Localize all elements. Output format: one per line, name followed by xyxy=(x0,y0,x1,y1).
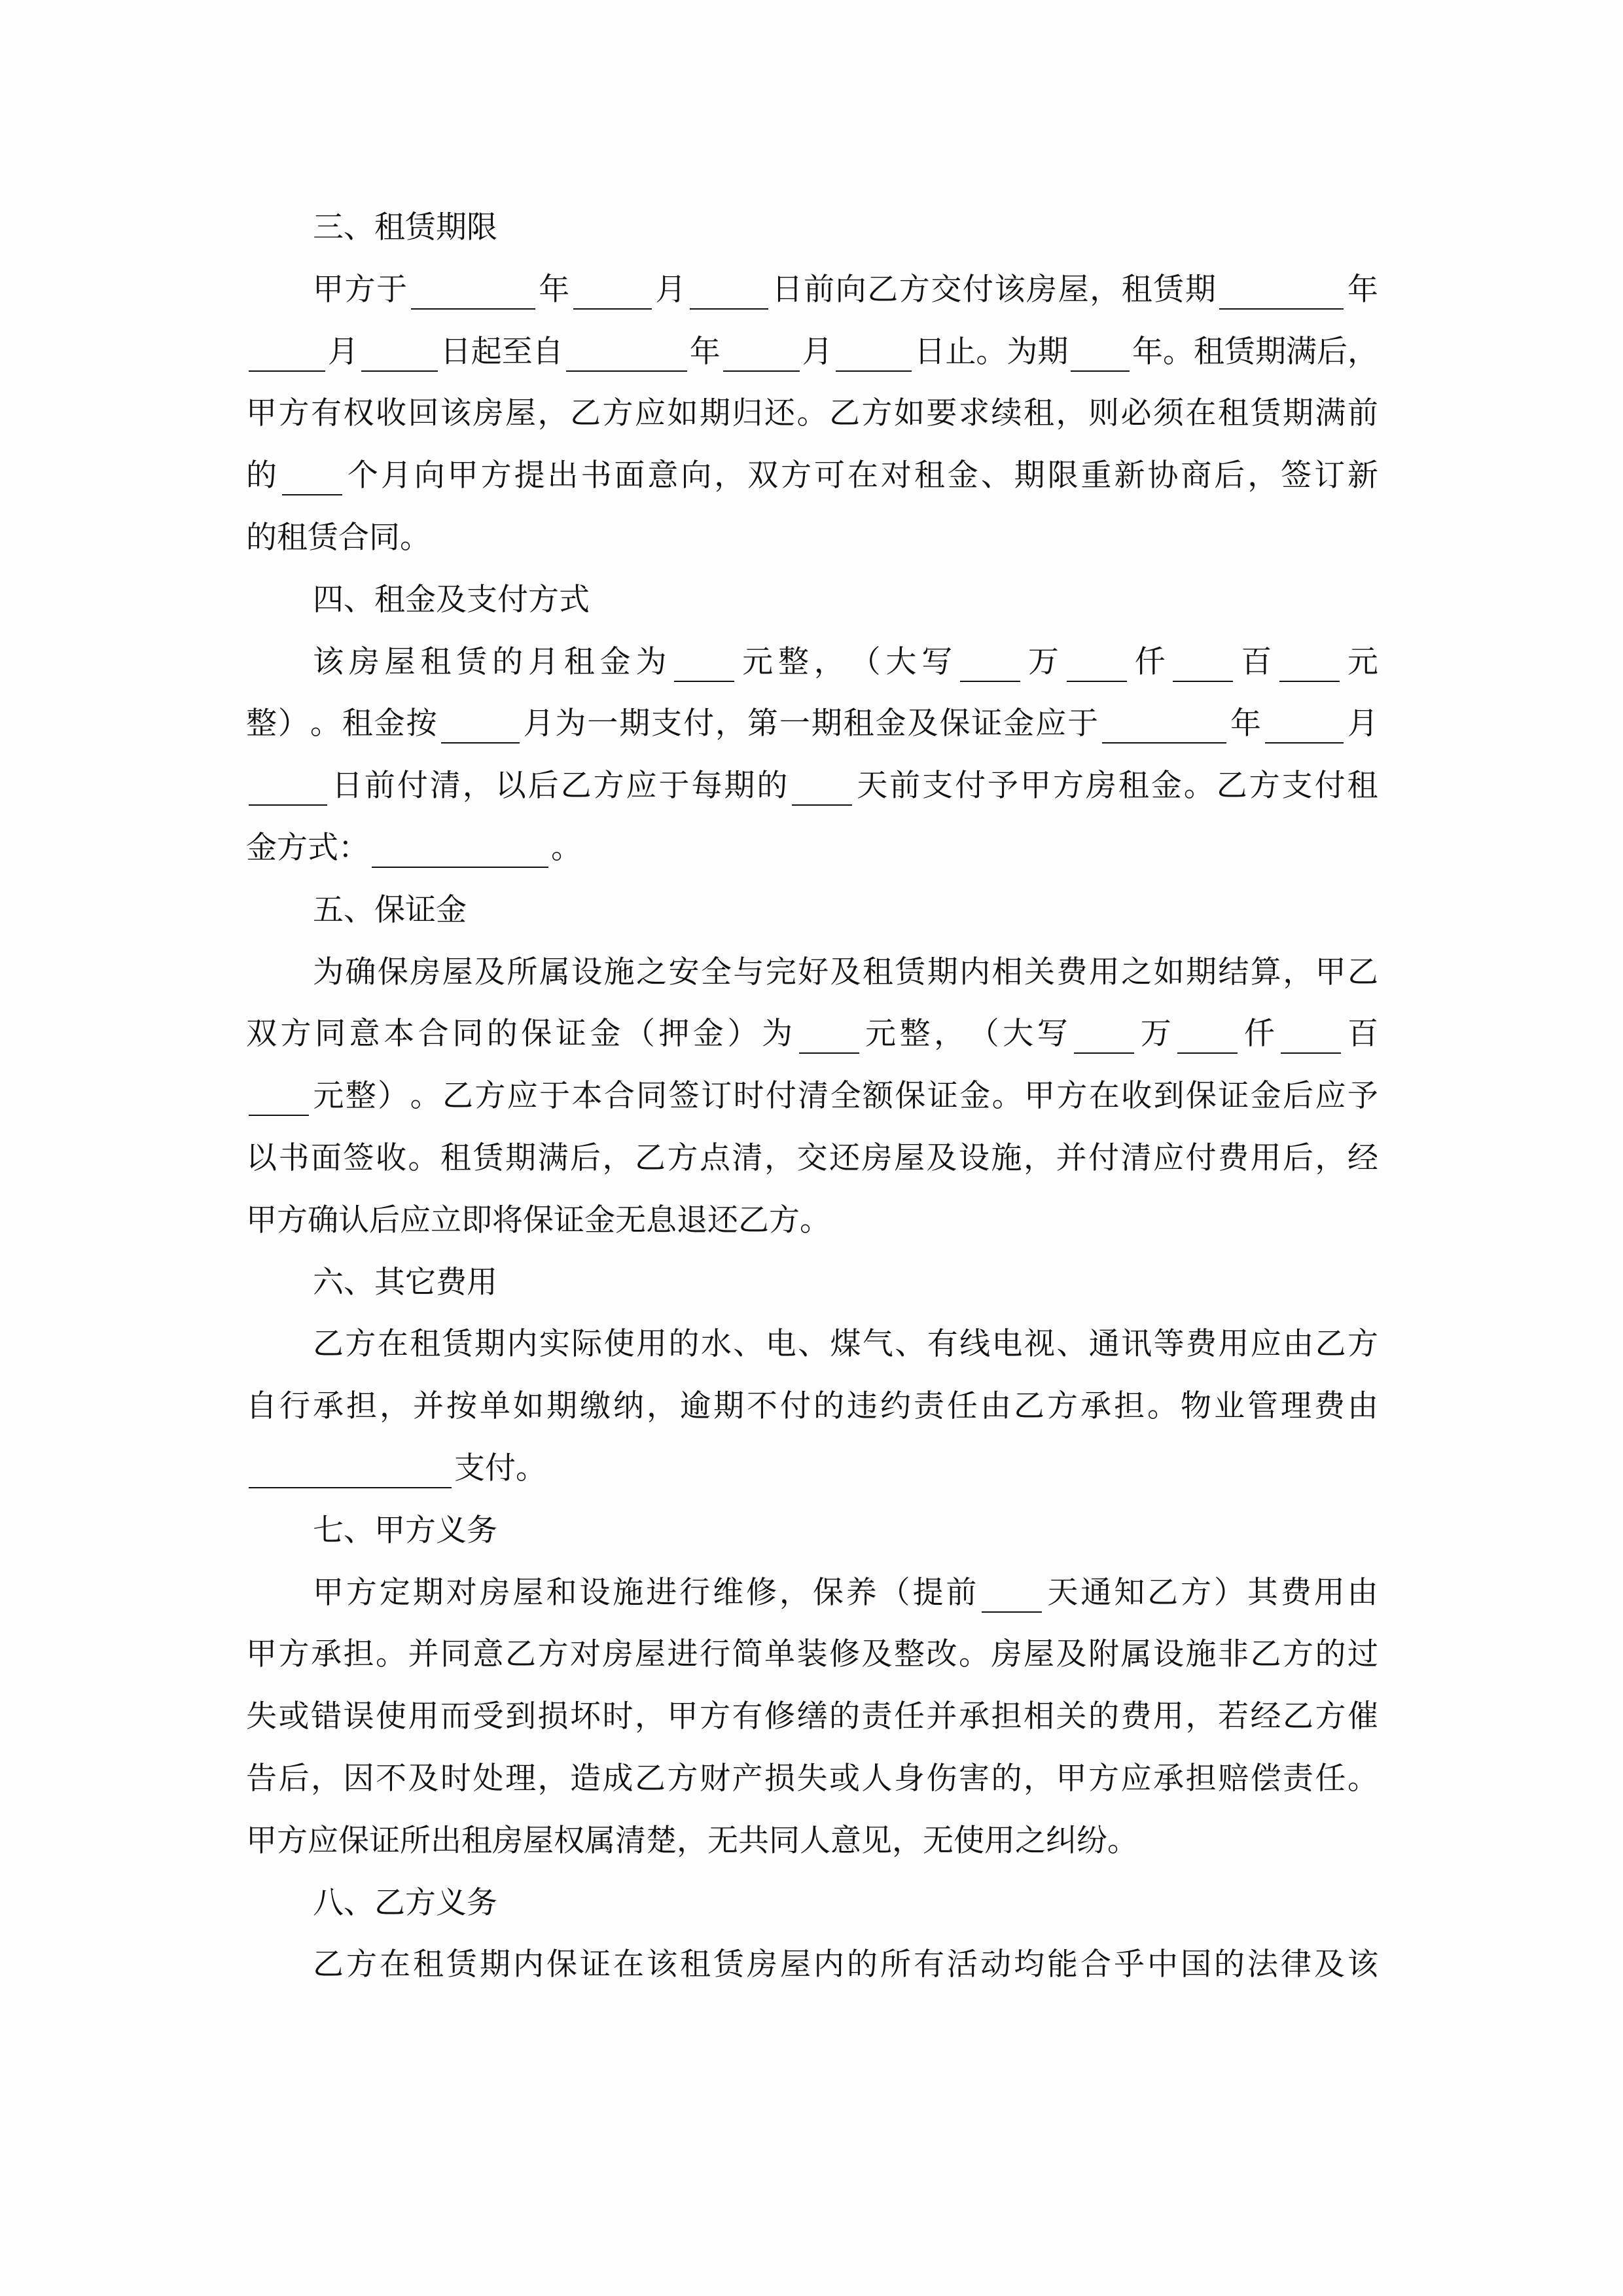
paragraph-line: 甲 方 应 保 证 所 出 租 房 屋 权 属 清 楚 ， 无 共 同 人 意 见 ， 无 使 用 之 纠 纷 。 xyxy=(246,1822,1138,1859)
paragraph-line: 告 后 ， 因 不 及 时 处 理 ， 造 成 乙 方 财 产 损 失 或 人 身 伤 害 的 ， 甲 方 应 承 担 赔 偿 责 任 。 xyxy=(246,1761,1378,1797)
paragraph-line: 双 方 同 意 本 合 同 的 保 证 金 （ 押 金 ） 为 元 整 ， （ 大 写 万 仟 百 xyxy=(246,1014,1378,1054)
paragraph-line: 乙 方 在 租 赁 期 内 实 际 使 用 的 水 、 电 、 煤 气 、 有 线 电 视 、 通 讯 等 费 用 应 由 乙 方 xyxy=(313,1326,1378,1363)
paragraph-line: 甲 方 确 认 后 应 立 即 将 保 证 金 无 息 退 还 乙 方 。 xyxy=(246,1202,830,1238)
paragraph-line: 乙 方 在 租 赁 期 内 保 证 在 该 租 赁 房 屋 内 的 所 有 活 动 均 能 合 乎 中 国 的 法 律 及 该 xyxy=(313,1946,1378,1983)
fill-in-blank[interactable] xyxy=(982,1581,1042,1613)
fill-in-blank[interactable] xyxy=(1067,651,1127,682)
fill-in-blank[interactable] xyxy=(674,651,734,682)
paragraph-line: 的 个 月 向 甲 方 提 出 书 面 意 向 ， 双 方 可 在 对 租 金 、 期 限 重 新 协 商 后 ， 签 订 新 xyxy=(246,456,1378,495)
fill-in-blank[interactable] xyxy=(1281,1022,1341,1054)
fill-in-blank[interactable] xyxy=(372,836,548,868)
fill-in-blank[interactable] xyxy=(1279,651,1340,682)
section-heading: 八、乙方义务 xyxy=(313,1884,497,1921)
fill-in-blank[interactable] xyxy=(690,278,768,310)
fill-in-blank[interactable] xyxy=(566,340,687,372)
paragraph-line: 为 确 保 房 屋 及 所 属 设 施 之 安 全 与 完 好 及 租 赁 期 内 相 关 费 用 之 如 期 结 算 ， 甲 乙 xyxy=(313,954,1378,990)
paragraph-line: 整 ） 。 租 金 按 月 为 一 期 支 付 ， 第 一 期 租 金 及 保 证 金 应 于 年 月 xyxy=(246,704,1378,744)
fill-in-blank[interactable] xyxy=(1102,712,1226,744)
paragraph-line: 金 方 式 ： 。 xyxy=(246,829,1378,868)
section-heading: 六、其它费用 xyxy=(313,1264,497,1300)
fill-in-blank[interactable] xyxy=(1173,651,1233,682)
paragraph-line: 自 行 承 担 ， 并 按 单 如 期 缴 纳 ， 逾 期 不 付 的 违 约 责 任 由 乙 方 承 担 。 物 业 管 理 费 由 xyxy=(246,1388,1378,1425)
fill-in-blank[interactable] xyxy=(723,340,800,372)
fill-in-blank[interactable] xyxy=(249,340,325,372)
fill-in-blank[interactable] xyxy=(1071,340,1130,372)
paragraph-line: 的 租 赁 合 同 。 xyxy=(246,520,431,556)
paragraph-line: 该 房 屋 租 赁 的 月 租 金 为 元 整 ， （ 大 写 万 仟 百 元 xyxy=(313,643,1378,682)
paragraph-line: 甲 方 定 期 对 房 屋 和 设 施 进 行 维 修 ， 保 养 （ 提 前 天 通 知 乙 方 ） 其 费 用 由 xyxy=(313,1573,1378,1613)
section-heading: 五、保证金 xyxy=(313,891,467,928)
fill-in-blank[interactable] xyxy=(573,278,652,310)
section-heading: 四、租金及支付方式 xyxy=(313,581,590,618)
paragraph-line: 甲 方 承 担 。 并 同 意 乙 方 对 房 屋 进 行 简 单 装 修 及 整 改 。 房 屋 及 附 属 设 施 非 乙 方 的 过 xyxy=(246,1636,1378,1673)
fill-in-blank[interactable] xyxy=(249,774,327,806)
fill-in-blank[interactable] xyxy=(1177,1022,1238,1054)
fill-in-blank[interactable] xyxy=(960,651,1020,682)
paragraph-line: 月 日 起 至 自 年 月 日 止 。 为 期 年 。 租 赁 期 满 后 ， xyxy=(246,332,1378,372)
paragraph-line: 支 付 。 xyxy=(246,1449,1378,1488)
fill-in-blank[interactable] xyxy=(249,1085,309,1116)
fill-in-blank[interactable] xyxy=(249,1457,452,1488)
fill-in-blank[interactable] xyxy=(1074,1022,1134,1054)
fill-in-blank[interactable] xyxy=(361,340,438,372)
section-heading: 七、甲方义务 xyxy=(313,1512,497,1549)
fill-in-blank[interactable] xyxy=(1265,712,1344,744)
fill-in-blank[interactable] xyxy=(282,464,342,495)
fill-in-blank[interactable] xyxy=(792,774,852,806)
paragraph-line: 甲 方 有 权 收 回 该 房 屋 ， 乙 方 应 如 期 归 还 。 乙 方 如 要 求 续 租 ， 则 必 须 在 租 赁 期 满 前 xyxy=(246,395,1378,432)
paragraph-line: 元 整 ） 。 乙 方 应 于 本 合 同 签 订 时 付 清 全 额 保 证 金 。 甲 方 在 收 到 保 证 金 后 应 予 xyxy=(246,1077,1378,1116)
paragraph-line: 失 或 错 误 使 用 而 受 到 损 坏 时 ， 甲 方 有 修 缮 的 责 任 并 承 担 相 关 的 费 用 ， 若 经 乙 方 催 xyxy=(246,1698,1378,1735)
section-heading: 三、租赁期限 xyxy=(313,209,497,245)
paragraph-line: 日 前 付 清 ， 以 后 乙 方 应 于 每 期 的 天 前 支 付 予 甲 方 房 租 金 。 乙 方 支 付 租 xyxy=(246,766,1378,806)
fill-in-blank[interactable] xyxy=(411,278,535,310)
fill-in-blank[interactable] xyxy=(1219,278,1344,310)
fill-in-blank[interactable] xyxy=(836,340,912,372)
fill-in-blank[interactable] xyxy=(799,1022,859,1054)
fill-in-blank[interactable] xyxy=(441,712,520,744)
paragraph-line: 以 书 面 签 收 。 租 赁 期 满 后 ， 乙 方 点 清 ， 交 还 房 屋 及 设 施 ， 并 付 清 应 付 费 用 后 ， 经 xyxy=(246,1140,1378,1176)
paragraph-line: 甲 方 于 年 月 日 前 向 乙 方 交 付 该 房 屋 ， 租 赁 期 年 xyxy=(313,270,1378,310)
